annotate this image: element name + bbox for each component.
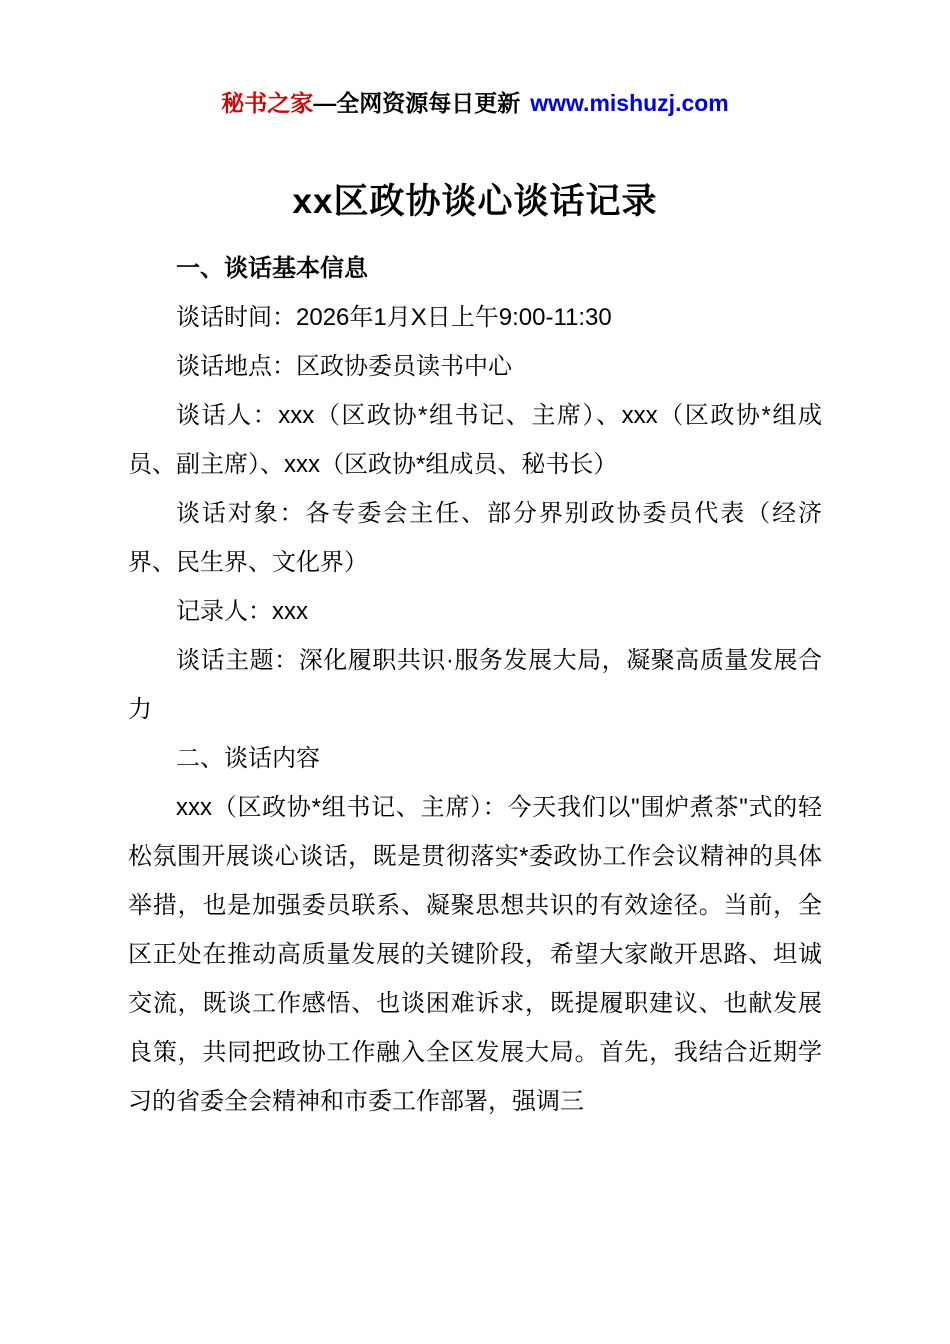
recorder-line: 记录人：xxx: [176, 598, 308, 625]
talk-topic-line: 谈话主题：深化履职共识·服务发展大局，凝聚高质量发展合力: [128, 647, 822, 723]
site-url-link[interactable]: www.mishuzj.com: [530, 90, 729, 116]
talk-participants-line: 谈话人：xxx（区政协*组书记、主席）、xxx（区政协*组成员、副主席）、xxx（区政协*组成员、秘书长）: [128, 402, 822, 478]
talk-location-line: 谈话地点：区政协委员读书中心: [176, 353, 512, 380]
section-heading-content: 二、谈话内容: [176, 745, 320, 772]
section-heading-basic-info: 一、谈话基本信息: [176, 255, 368, 282]
talk-time-line: 谈话时间：2026年1月X日上午9:00-11:30: [176, 304, 612, 331]
site-header: [128, 88, 822, 118]
talk-content-paragraph: xxx（区政协*组书记、主席）：今天我们以"围炉煮茶"式的轻松氛围开展谈心谈话，既是贯彻落实*委政协工作会议精神的具体举措，也是加强委员联系、凝聚思想共识的有效途径。当前，全区正处在推动高质量发展的关键阶段，希望大家敞开思路、坦诚交流，既谈工作感悟、也谈困难诉求，既提履职建议、也献发展良策，共同把政协工作融入全区发展大局。首先，我结合近期学习的省委全会精神和市委工作部署，强调三: [128, 794, 822, 1115]
document-title: xx区政协谈心谈话记录: [292, 182, 658, 221]
site-brand: 秘书之家: [221, 90, 314, 116]
talk-targets-line: 谈话对象：各专委会主任、部分界别政协委员代表（经济界、民生界、文化界）: [128, 500, 822, 576]
site-tagline: 全网资源每日更新: [336, 90, 521, 116]
document-body: [128, 244, 822, 1126]
site-separator: —: [313, 90, 337, 116]
